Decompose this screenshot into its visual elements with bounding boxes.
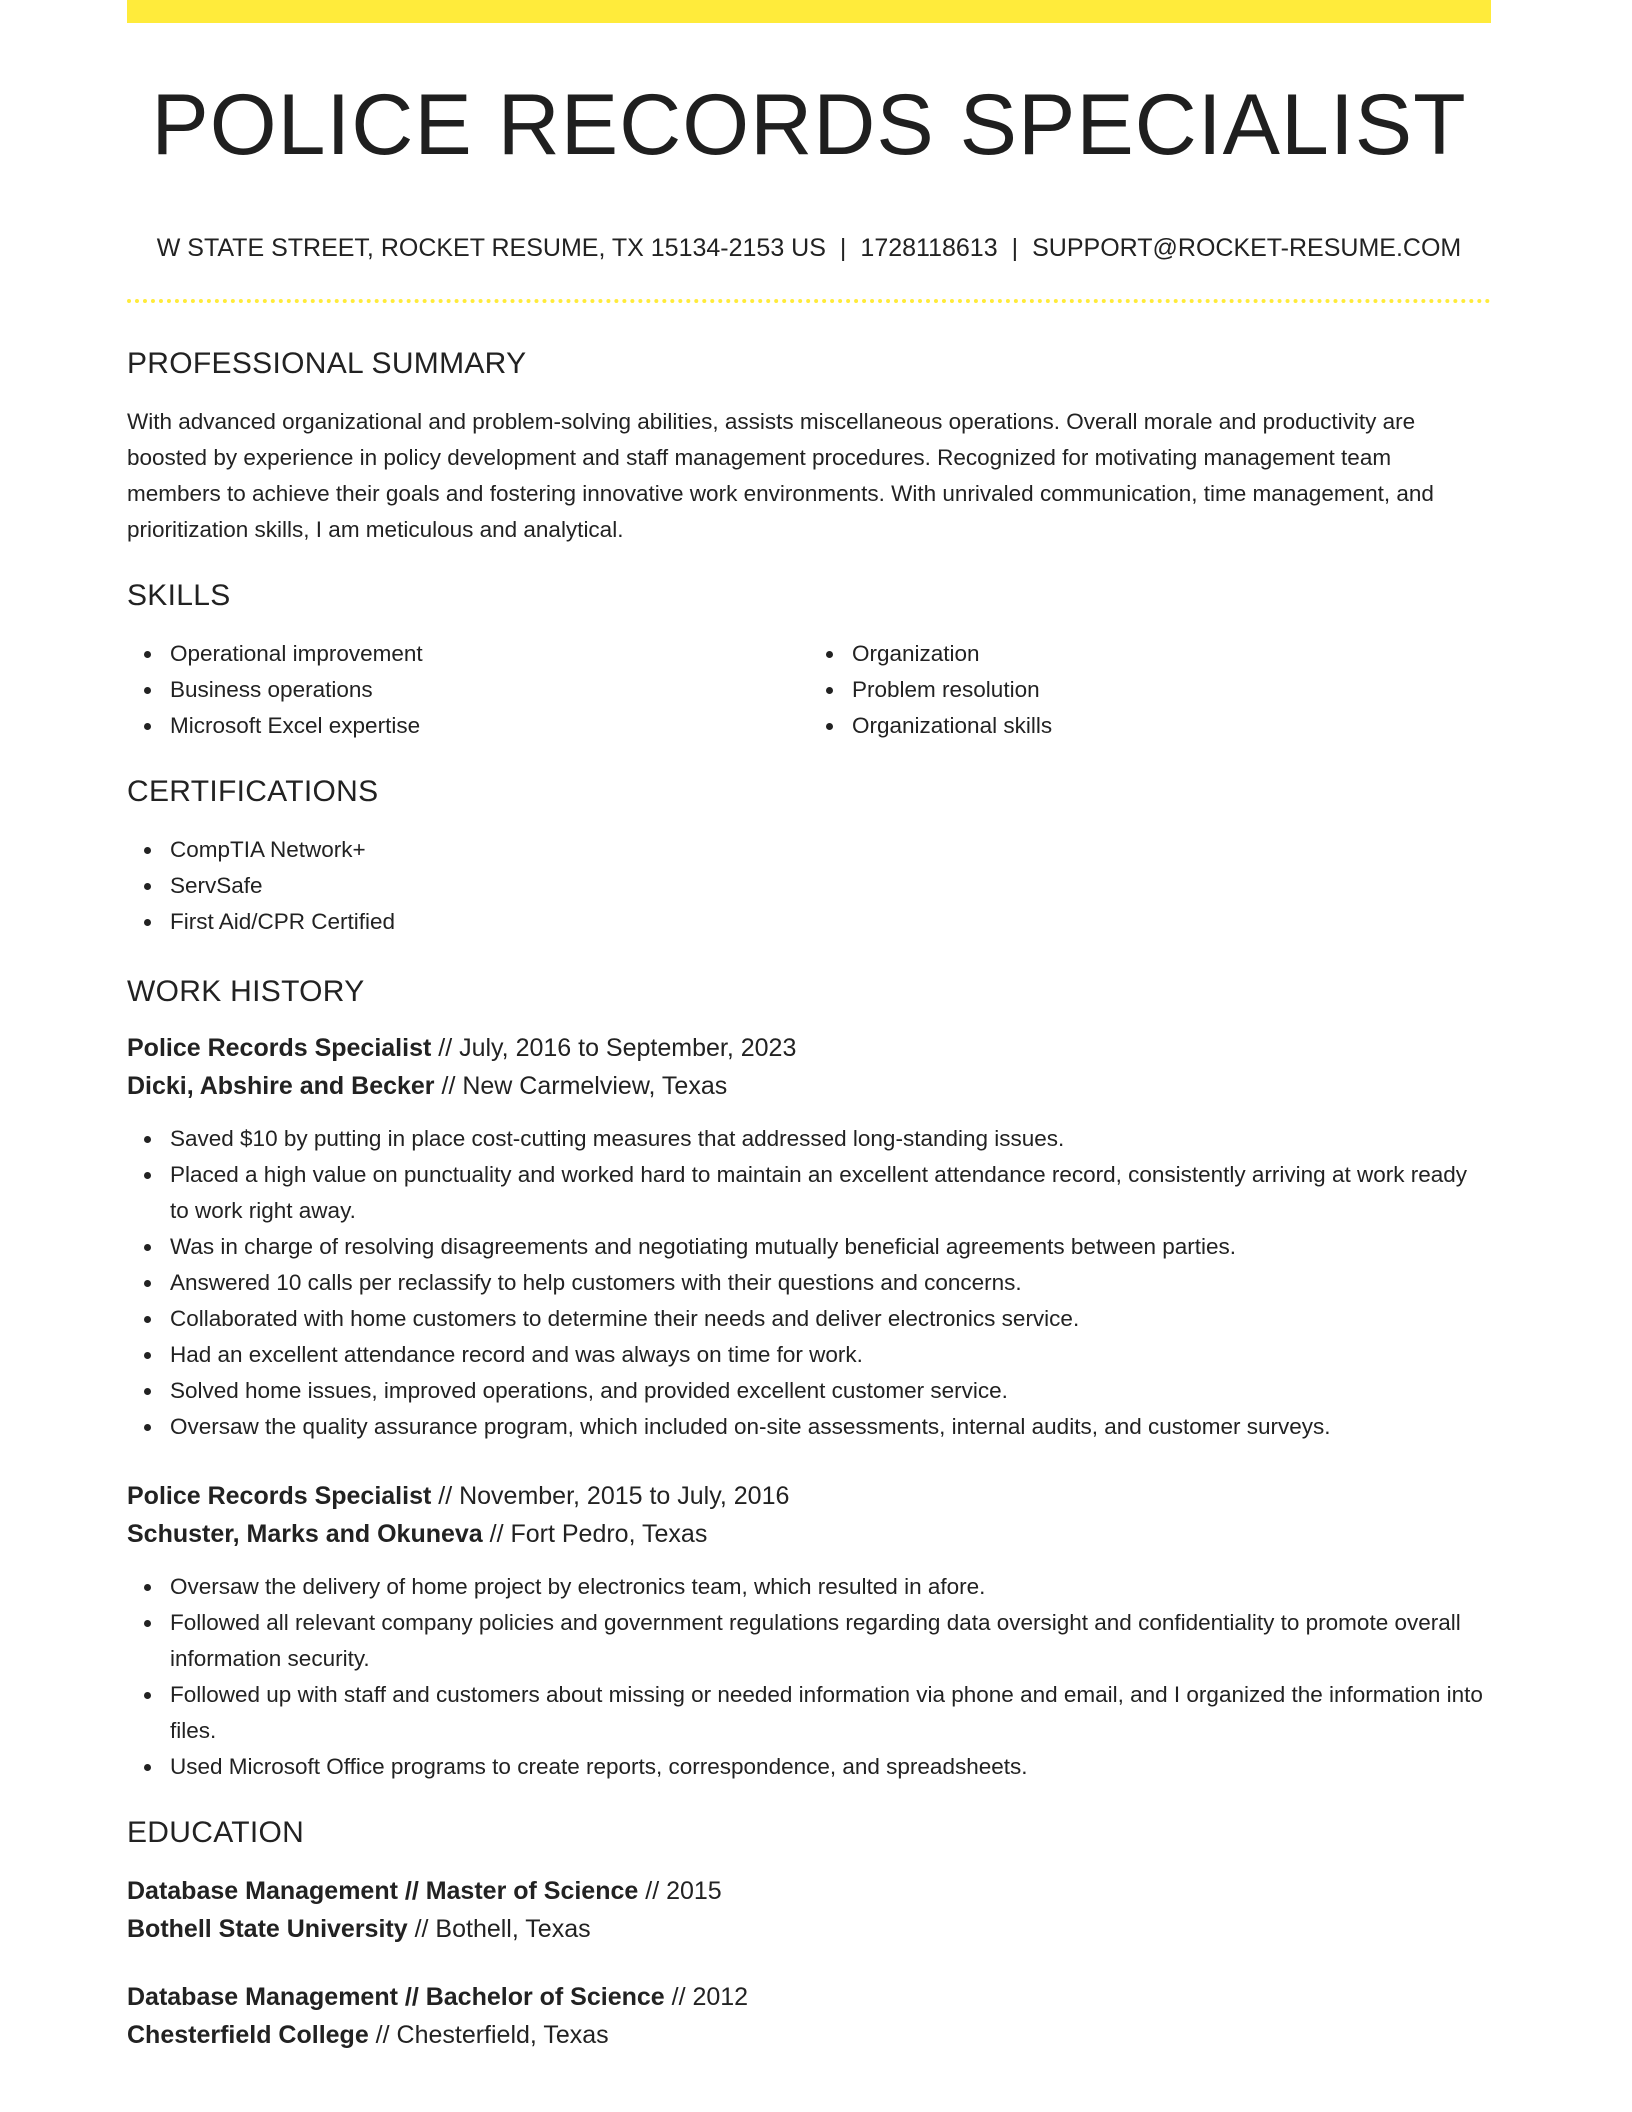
education-entry bbox=[127, 1978, 1491, 2054]
skill-item: Operational improvement bbox=[170, 636, 809, 672]
job-duty: Was in charge of resolving disagreements and negotiating mutually beneficial agreements between parties. bbox=[170, 1229, 1491, 1265]
job-duty: Collaborated with home customers to determine their needs and deliver electronics service. bbox=[170, 1301, 1491, 1337]
header-divider bbox=[127, 299, 1491, 303]
education-degree-line bbox=[127, 1872, 1491, 1910]
job-company-line bbox=[127, 1515, 1491, 1553]
education-degree: Database Management // Bachelor of Science bbox=[127, 1983, 665, 2011]
job-entry bbox=[127, 1029, 1491, 1445]
job-role: Police Records Specialist bbox=[127, 1482, 432, 1510]
skills-column-right bbox=[809, 636, 1491, 744]
contact-phone: 1728118613 bbox=[860, 234, 998, 262]
job-duty: Answered 10 calls per reclassify to help customers with their questions and concerns. bbox=[170, 1265, 1491, 1301]
education-school: Bothell State University bbox=[127, 1915, 408, 1943]
job-company: Dicki, Abshire and Becker bbox=[127, 1072, 435, 1100]
education-school-line bbox=[127, 2016, 1491, 2054]
skill-item: Problem resolution bbox=[852, 672, 1491, 708]
job-company-line bbox=[127, 1067, 1491, 1105]
job-duties-list bbox=[127, 1569, 1491, 1785]
work-history-heading: WORK HISTORY bbox=[127, 975, 365, 1008]
contact-email[interactable]: SUPPORT@ROCKET-RESUME.COM bbox=[1032, 234, 1462, 262]
summary-heading: PROFESSIONAL SUMMARY bbox=[127, 347, 527, 380]
job-location: // Fort Pedro, Texas bbox=[482, 1520, 708, 1548]
job-duty: Had an excellent attendance record and was always on time for work. bbox=[170, 1337, 1491, 1373]
resume-page bbox=[127, 0, 1491, 2054]
job-entry bbox=[127, 1477, 1491, 1785]
job-duty: Followed up with staff and customers about missing or needed information via phone and email, and I organized the information into files. bbox=[170, 1677, 1491, 1749]
job-role: Police Records Specialist bbox=[127, 1034, 432, 1062]
education-entry bbox=[127, 1872, 1491, 1948]
skills-heading: SKILLS bbox=[127, 579, 231, 612]
job-duty: Followed all relevant company policies and government regulations regarding data oversight and confidentiality to promote overall information security. bbox=[170, 1605, 1491, 1677]
job-dates: // November, 2015 to July, 2016 bbox=[431, 1482, 790, 1510]
skills-column-left bbox=[127, 636, 809, 744]
resume-title: POLICE RECORDS SPECIALIST bbox=[151, 77, 1467, 173]
education-school-line bbox=[127, 1910, 1491, 1948]
skills-list bbox=[127, 636, 1491, 744]
education-year: // 2012 bbox=[664, 1983, 749, 2011]
certification-item: CompTIA Network+ bbox=[170, 832, 1491, 868]
summary-text: With advanced organizational and problem-solving abilities, assists miscellaneous operations. Overall morale and productivity are boosted by experience in policy development and staff management procedures. Recognized for motivating management team members to achieve their goals and fostering innovative work environments. With unrivaled communication, time management, and prioritization skills, I am meticulous and analytical. bbox=[127, 409, 1434, 542]
skill-item: Microsoft Excel expertise bbox=[170, 708, 809, 744]
job-duty: Solved home issues, improved operations, and provided excellent customer service. bbox=[170, 1373, 1491, 1409]
contact-separator: | bbox=[839, 234, 847, 262]
job-title-line bbox=[127, 1477, 1491, 1515]
job-location: // New Carmelview, Texas bbox=[434, 1072, 728, 1100]
education-school: Chesterfield College bbox=[127, 2021, 369, 2049]
contact-address: W STATE STREET, ROCKET RESUME, TX 15134-2153 US bbox=[156, 234, 826, 262]
job-duties-list bbox=[127, 1121, 1491, 1445]
certification-item: First Aid/CPR Certified bbox=[170, 904, 1491, 940]
job-title-line bbox=[127, 1029, 1491, 1067]
certifications-list bbox=[127, 832, 1491, 940]
education-degree-line bbox=[127, 1978, 1491, 2016]
job-duty: Oversaw the quality assurance program, which included on-site assessments, internal audits, and customer surveys. bbox=[170, 1409, 1491, 1445]
top-accent-bar bbox=[127, 0, 1491, 23]
job-duty: Saved $10 by putting in place cost-cutting measures that addressed long-standing issues. bbox=[170, 1121, 1491, 1157]
education-location: // Chesterfield, Texas bbox=[368, 2021, 609, 2049]
skill-item: Organization bbox=[852, 636, 1491, 672]
contact-line bbox=[127, 236, 1491, 261]
education-year: // 2015 bbox=[638, 1877, 722, 1905]
education-degree: Database Management // Master of Science bbox=[127, 1877, 639, 1905]
certifications-heading: CERTIFICATIONS bbox=[127, 775, 379, 808]
certification-item: ServSafe bbox=[170, 868, 1491, 904]
education-location: // Bothell, Texas bbox=[407, 1915, 591, 1943]
job-company: Schuster, Marks and Okuneva bbox=[127, 1520, 483, 1548]
skill-item: Organizational skills bbox=[852, 708, 1491, 744]
education-heading: EDUCATION bbox=[127, 1816, 305, 1849]
job-dates: // July, 2016 to September, 2023 bbox=[431, 1034, 797, 1062]
job-duty: Oversaw the delivery of home project by electronics team, which resulted in afore. bbox=[170, 1569, 1491, 1605]
contact-separator: | bbox=[1011, 234, 1019, 262]
job-duty: Placed a high value on punctuality and worked hard to maintain an excellent attendance record, consistently arriving at work ready to work right away. bbox=[170, 1157, 1491, 1229]
job-duty: Used Microsoft Office programs to create reports, correspondence, and spreadsheets. bbox=[170, 1749, 1491, 1785]
skill-item: Business operations bbox=[170, 672, 809, 708]
